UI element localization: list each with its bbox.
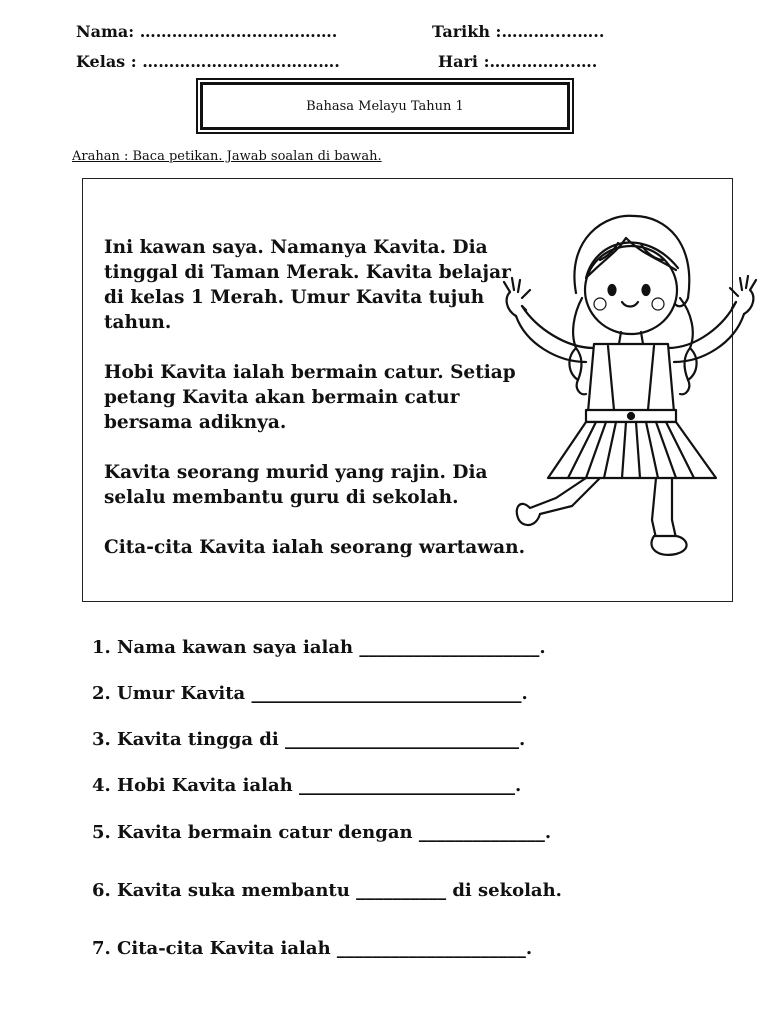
girl-illustration [496, 198, 764, 568]
passage-paragraph-3: Kavita seorang murid yang rajin. Dia selalu membantu guru di sekolah. [104, 462, 488, 508]
reading-passage [104, 235, 534, 585]
question-item: 6. Kavita suka membantu __________ di sekolah. [92, 880, 562, 901]
passage-paragraph-4: Cita-cita Kavita ialah seorang wartawan. [104, 537, 526, 558]
passage-paragraph-1: Ini kawan saya. Namanya Kavita. Dia tinggal di Taman Merak. Kavita belajar di kelas 1 Merah. Umur Kavita tujuh tahun. [104, 237, 511, 333]
worksheet-title-box [200, 82, 570, 130]
worksheet-title: Bahasa Melayu Tahun 1 [306, 98, 464, 114]
question-item: 3. Kavita tingga di __________________________. [92, 729, 526, 750]
day-field-label: Hari :…………....…. [438, 52, 598, 71]
instruction-text: Arahan : Baca petikan. Jawab soalan di bawah. [72, 149, 382, 164]
passage-paragraph-2: Hobi Kavita ialah bermain catur. Setiap petang Kavita akan bermain catur bersama adiknya. [104, 362, 516, 433]
question-item: 5. Kavita bermain catur dengan ______________. [92, 822, 552, 843]
class-field-label: Kelas : ………………………………. [76, 52, 340, 71]
question-item: 7. Cita-cita Kavita ialah _____________________. [92, 938, 533, 959]
question-item: 1. Nama kawan saya ialah ____________________. [92, 637, 546, 658]
question-item: 4. Hobi Kavita ialah ________________________. [92, 775, 522, 796]
question-item: 2. Umur Kavita ______________________________. [92, 683, 528, 704]
name-field-label: Nama: ………………………………. [76, 22, 338, 41]
date-field-label: Tarikh :……….....….. [432, 22, 605, 41]
